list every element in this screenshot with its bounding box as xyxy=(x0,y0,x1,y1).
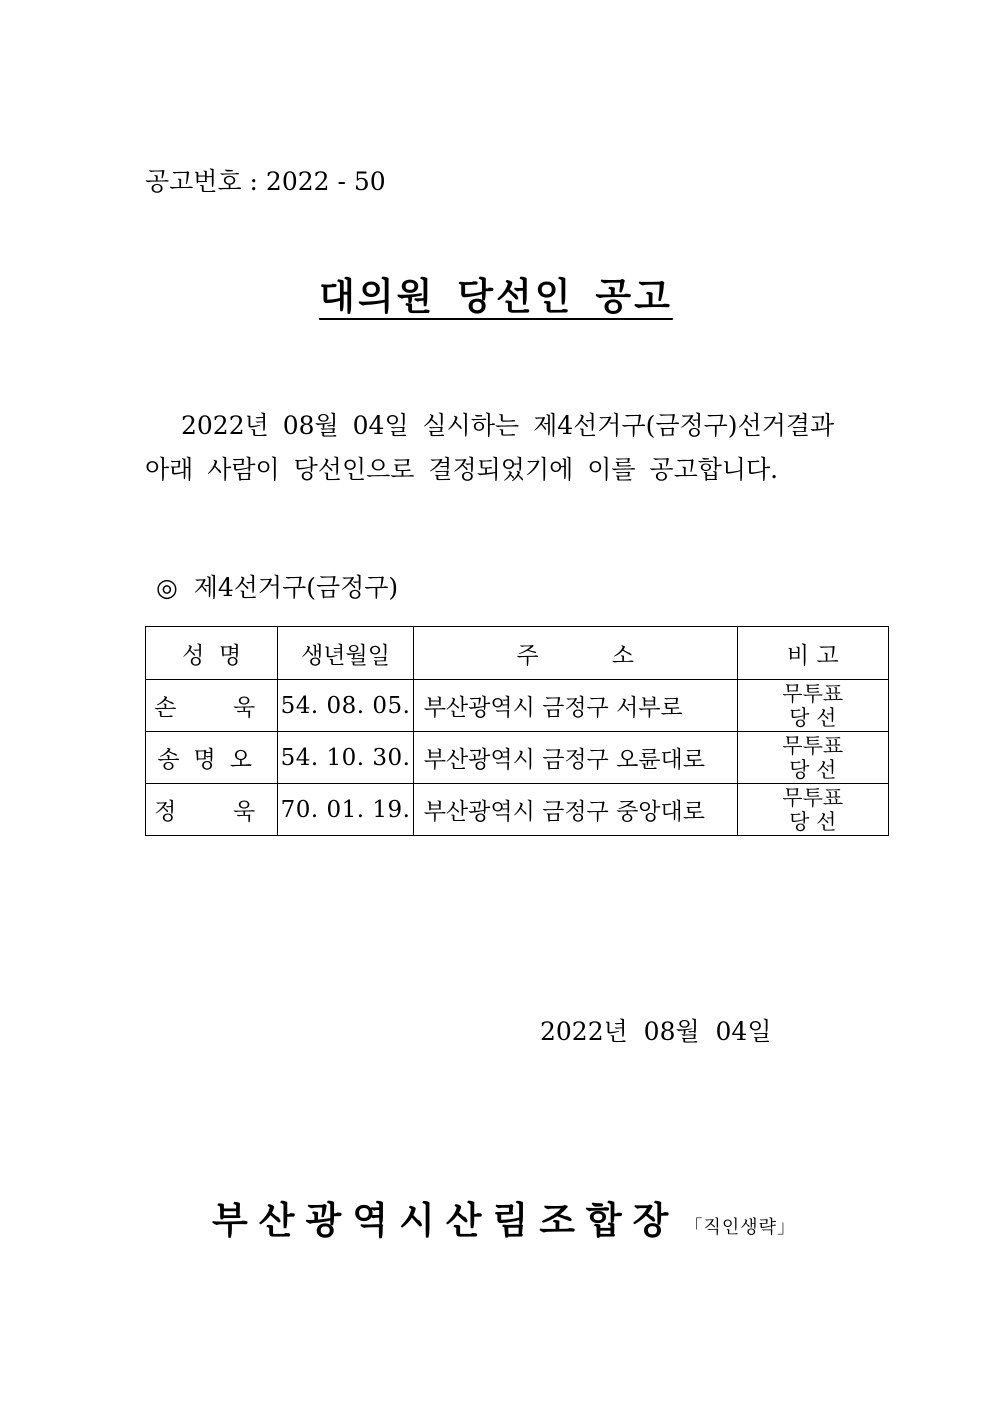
notice-date: 2022년 08월 04일 xyxy=(540,1017,772,1046)
notice-number: 공고번호 : 2022 - 50 xyxy=(145,167,386,196)
winners-table xyxy=(145,626,889,836)
row-address: 부산광역시 금정구 서부로 xyxy=(413,680,737,732)
table-row xyxy=(146,680,889,732)
signer-block xyxy=(212,1190,796,1244)
row-name: 손 욱 xyxy=(146,680,278,732)
table-row xyxy=(146,732,889,784)
row-note xyxy=(737,784,888,836)
header-birthdate: 생년월일 xyxy=(278,627,413,680)
notice-body xyxy=(145,404,865,492)
page-title xyxy=(0,266,992,320)
notice-body-line-1: 2022년 08월 04일 실시하는 제4선거구(금정구)선거결과 xyxy=(181,411,835,440)
row-birthdate: 54. 10. 30. xyxy=(278,732,413,784)
header-address: 주 소 xyxy=(413,627,737,680)
table-header-row xyxy=(146,627,889,680)
district-heading: ◎ 제4선거구(금정구) xyxy=(156,573,399,602)
header-note: 비 고 xyxy=(737,627,888,680)
row-name: 송명오 xyxy=(146,732,278,784)
row-birthdate: 54. 08. 05. xyxy=(278,680,413,732)
row-note-line-2: 당 선 xyxy=(789,705,837,730)
header-name: 성 명 xyxy=(146,627,278,680)
table-row xyxy=(146,784,889,836)
row-name: 정 욱 xyxy=(146,784,278,836)
notice-body-line-2: 아래 사람이 당선인으로 결정되었기에 이를 공고합니다. xyxy=(145,455,779,484)
row-note xyxy=(737,680,888,732)
signer-organization: 부산광역시산림조합장 xyxy=(212,1198,680,1242)
row-note-line-1: 무투표 xyxy=(782,733,844,758)
row-birthdate: 70. 01. 19. xyxy=(278,784,413,836)
row-note-line-1: 무투표 xyxy=(782,681,844,706)
row-address: 부산광역시 금정구 오륜대로 xyxy=(413,732,737,784)
row-note xyxy=(737,732,888,784)
row-note-line-2: 당 선 xyxy=(789,757,837,782)
page-title-text: 대의원 당선인 공고 xyxy=(319,274,673,318)
seal-omitted-note: 「직인생략」 xyxy=(684,1217,797,1238)
row-note-line-2: 당 선 xyxy=(789,809,837,834)
row-address: 부산광역시 금정구 중앙대로 xyxy=(413,784,737,836)
row-note-line-1: 무투표 xyxy=(782,785,844,810)
